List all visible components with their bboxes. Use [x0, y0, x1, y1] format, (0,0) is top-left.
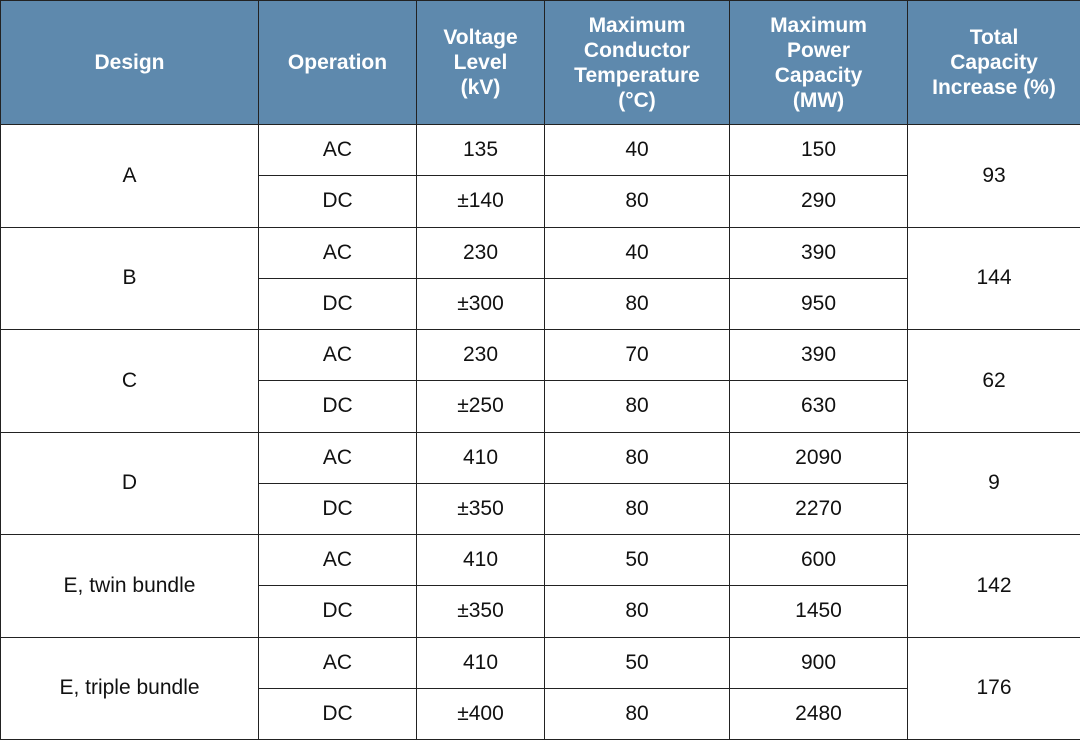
header-voltage-line: (kV)	[460, 76, 501, 99]
power-cell: 2480	[730, 688, 908, 739]
header-max-conductor-temperature	[545, 1, 730, 125]
power-cell: 2270	[730, 483, 908, 534]
header-power-line: (MW)	[792, 88, 845, 112]
total-increase-cell: 62	[908, 330, 1080, 433]
header-temperature-line: Temperature	[574, 63, 700, 87]
operation-cell: DC	[259, 381, 417, 432]
power-cell: 390	[730, 330, 908, 381]
design-name-cell: C	[1, 330, 259, 433]
design-name-cell: A	[1, 125, 259, 228]
operation-cell: AC	[259, 637, 417, 688]
design-name-cell: B	[1, 227, 259, 330]
power-cell: 150	[730, 125, 908, 176]
temperature-cell: 70	[545, 330, 730, 381]
power-cell: 290	[730, 176, 908, 227]
power-cell: 600	[730, 535, 908, 586]
header-voltage-level	[417, 1, 545, 125]
table-row	[1, 227, 1080, 278]
power-cell: 2090	[730, 432, 908, 483]
operation-cell: DC	[259, 688, 417, 739]
voltage-cell: 410	[417, 535, 545, 586]
temperature-cell: 50	[545, 637, 730, 688]
voltage-cell: 135	[417, 125, 545, 176]
temperature-cell: 80	[545, 176, 730, 227]
table-row	[1, 637, 1080, 688]
temperature-cell: 80	[545, 278, 730, 329]
total-increase-cell: 142	[908, 535, 1080, 638]
header-temperature-line: (°C)	[618, 88, 656, 112]
header-row	[1, 1, 1080, 125]
power-cell: 390	[730, 227, 908, 278]
total-increase-cell: 9	[908, 432, 1080, 535]
voltage-cell: ±350	[417, 483, 545, 534]
header-operation-line: Operation	[287, 51, 388, 74]
operation-cell: AC	[259, 330, 417, 381]
header-voltage-line: Level	[453, 51, 508, 74]
operation-cell: AC	[259, 535, 417, 586]
header-temperature-line: Maximum	[588, 13, 686, 37]
design-name-cell: E, triple bundle	[1, 637, 259, 740]
voltage-cell: 230	[417, 227, 545, 278]
power-cell: 1450	[730, 586, 908, 637]
table-row	[1, 125, 1080, 176]
header-voltage-line: Voltage	[443, 26, 518, 49]
temperature-cell: 80	[545, 586, 730, 637]
temperature-cell: 40	[545, 227, 730, 278]
table-header	[1, 1, 1080, 125]
table-row	[1, 330, 1080, 381]
operation-cell: AC	[259, 227, 417, 278]
operation-cell: AC	[259, 432, 417, 483]
voltage-cell: ±300	[417, 278, 545, 329]
voltage-cell: ±140	[417, 176, 545, 227]
voltage-cell: 410	[417, 432, 545, 483]
total-increase-cell: 93	[908, 125, 1080, 228]
table-body	[1, 125, 1080, 740]
operation-cell: DC	[259, 176, 417, 227]
table-row	[1, 432, 1080, 483]
table-row	[1, 535, 1080, 586]
design-name-cell: D	[1, 432, 259, 535]
temperature-cell: 50	[545, 535, 730, 586]
voltage-cell: ±250	[417, 381, 545, 432]
temperature-cell: 80	[545, 432, 730, 483]
voltage-cell: 230	[417, 330, 545, 381]
header-temperature-line: Conductor	[583, 38, 691, 62]
header-power-line: Maximum	[770, 13, 867, 37]
temperature-cell: 80	[545, 381, 730, 432]
operation-cell: DC	[259, 586, 417, 637]
operation-cell: DC	[259, 483, 417, 534]
header-total-line: Capacity	[950, 51, 1038, 74]
total-increase-cell: 176	[908, 637, 1080, 740]
temperature-cell: 80	[545, 688, 730, 739]
voltage-cell: 410	[417, 637, 545, 688]
power-cell: 950	[730, 278, 908, 329]
total-increase-cell: 144	[908, 227, 1080, 330]
header-max-power-capacity	[730, 1, 908, 125]
temperature-cell: 80	[545, 483, 730, 534]
header-total-line: Increase (%)	[932, 76, 1056, 99]
design-name-cell: E, twin bundle	[1, 535, 259, 638]
header-design-line: Design	[94, 51, 165, 74]
header-total-line: Total	[969, 26, 1019, 49]
header-design	[1, 1, 259, 125]
power-cell: 900	[730, 637, 908, 688]
power-cell: 630	[730, 381, 908, 432]
header-power-line: Capacity	[774, 63, 863, 87]
voltage-cell: ±400	[417, 688, 545, 739]
header-operation	[259, 1, 417, 125]
operation-cell: DC	[259, 278, 417, 329]
header-power-line: Power	[786, 38, 851, 62]
voltage-cell: ±350	[417, 586, 545, 637]
temperature-cell: 40	[545, 125, 730, 176]
header-total-capacity-increase	[908, 1, 1080, 125]
operation-cell: AC	[259, 125, 417, 176]
